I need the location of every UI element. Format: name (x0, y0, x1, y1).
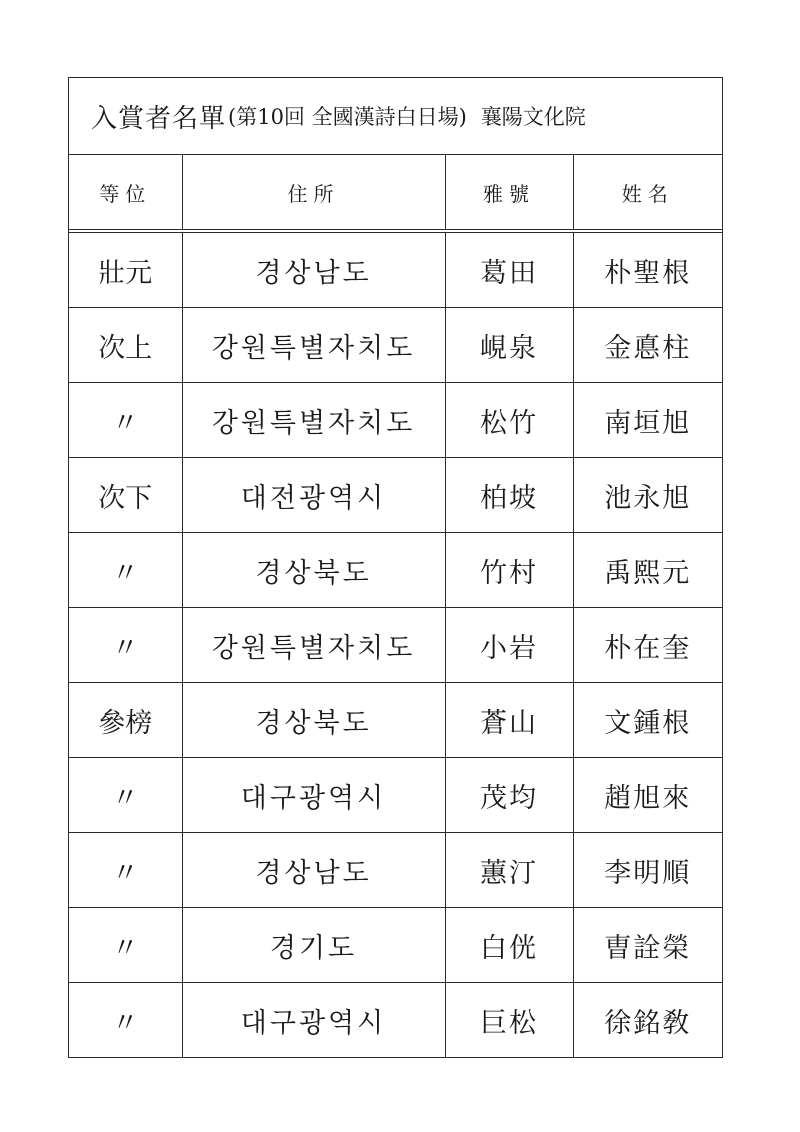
address-cell: 강원특별자치도 (182, 608, 445, 683)
address-cell: 대구광역시 (182, 758, 445, 833)
table-row (69, 833, 722, 908)
address-cell: 경상북도 (182, 533, 445, 608)
address-cell: 강원특별자치도 (182, 308, 445, 383)
pen-name-cell: 竹村 (445, 533, 573, 608)
title-event: (第10回 全國漢詩白日場) (228, 105, 467, 129)
rank-cell: 〃 (69, 383, 182, 458)
name-cell: 徐銘敎 (604, 1007, 692, 1039)
document-title (69, 78, 722, 155)
rank-cell: 次下 (69, 458, 182, 533)
address-cell: 경상북도 (182, 683, 445, 758)
pen-name-cell: 小岩 (445, 608, 573, 683)
header-name: 姓名 (573, 155, 722, 231)
winners-list-sheet (68, 77, 723, 1058)
name-cell: 趙旭來 (573, 758, 722, 833)
table-row (69, 231, 722, 308)
rank-cell: 壯元 (69, 231, 182, 308)
pen-name-cell: 蕙汀 (445, 833, 573, 908)
name-cell: 禹熙元 (573, 533, 722, 608)
winners-table (69, 155, 722, 1057)
name-cell: 朴在奎 (573, 608, 722, 683)
header-rank: 等位 (69, 155, 182, 231)
pen-name-cell: 白侊 (445, 908, 573, 983)
pen-name-cell: 茂均 (445, 758, 573, 833)
table-row (69, 533, 722, 608)
title-organizer: 襄陽文化院 (480, 105, 586, 129)
name-cell: 朴聖根 (573, 231, 722, 308)
pen-name-cell: 葛田 (445, 231, 573, 308)
table-row (69, 383, 722, 458)
address-cell: 대구광역시 (182, 983, 445, 1058)
rank-cell: 次上 (69, 308, 182, 383)
pen-name-cell: 峴泉 (445, 308, 573, 383)
address-cell: 강원특별자치도 (182, 383, 445, 458)
rank-cell: 〃 (69, 833, 182, 908)
rank-cell: 〃 (69, 758, 182, 833)
rank-cell: 〃 (69, 983, 182, 1058)
rank-cell: 〃 (69, 908, 182, 983)
pen-name-cell: 松竹 (445, 383, 573, 458)
rank-cell: 〃 (69, 533, 182, 608)
pen-name-cell: 柏坡 (445, 458, 573, 533)
pen-name-cell: 蒼山 (445, 683, 573, 758)
title-main: 入賞者名單 (91, 103, 227, 134)
name-cell: 曺詮榮 (573, 908, 722, 983)
name-cell: 南垣旭 (573, 383, 722, 458)
table-row (69, 308, 722, 383)
address-cell: 경상남도 (182, 833, 445, 908)
name-cell: 池永旭 (573, 458, 722, 533)
table-row (69, 908, 722, 983)
name-cell: 文鍾根 (573, 683, 722, 758)
address-cell: 경상남도 (182, 231, 445, 308)
rank-cell: 〃 (69, 608, 182, 683)
table-body (69, 231, 722, 1057)
table-row (69, 608, 722, 683)
table-row (69, 683, 722, 758)
address-cell: 경기도 (182, 908, 445, 983)
rank-cell: 參榜 (69, 683, 182, 758)
pen-name-cell: 巨松 (445, 983, 573, 1058)
name-cell: 李明順 (573, 833, 722, 908)
header-address: 住所 (182, 155, 445, 231)
name-cell: 金悳柱 (573, 308, 722, 383)
header-pen-name: 雅號 (445, 155, 573, 231)
table-row (69, 758, 722, 833)
table-row (69, 458, 722, 533)
header-row (69, 155, 722, 231)
table-row (69, 983, 722, 1058)
address-cell: 대전광역시 (182, 458, 445, 533)
